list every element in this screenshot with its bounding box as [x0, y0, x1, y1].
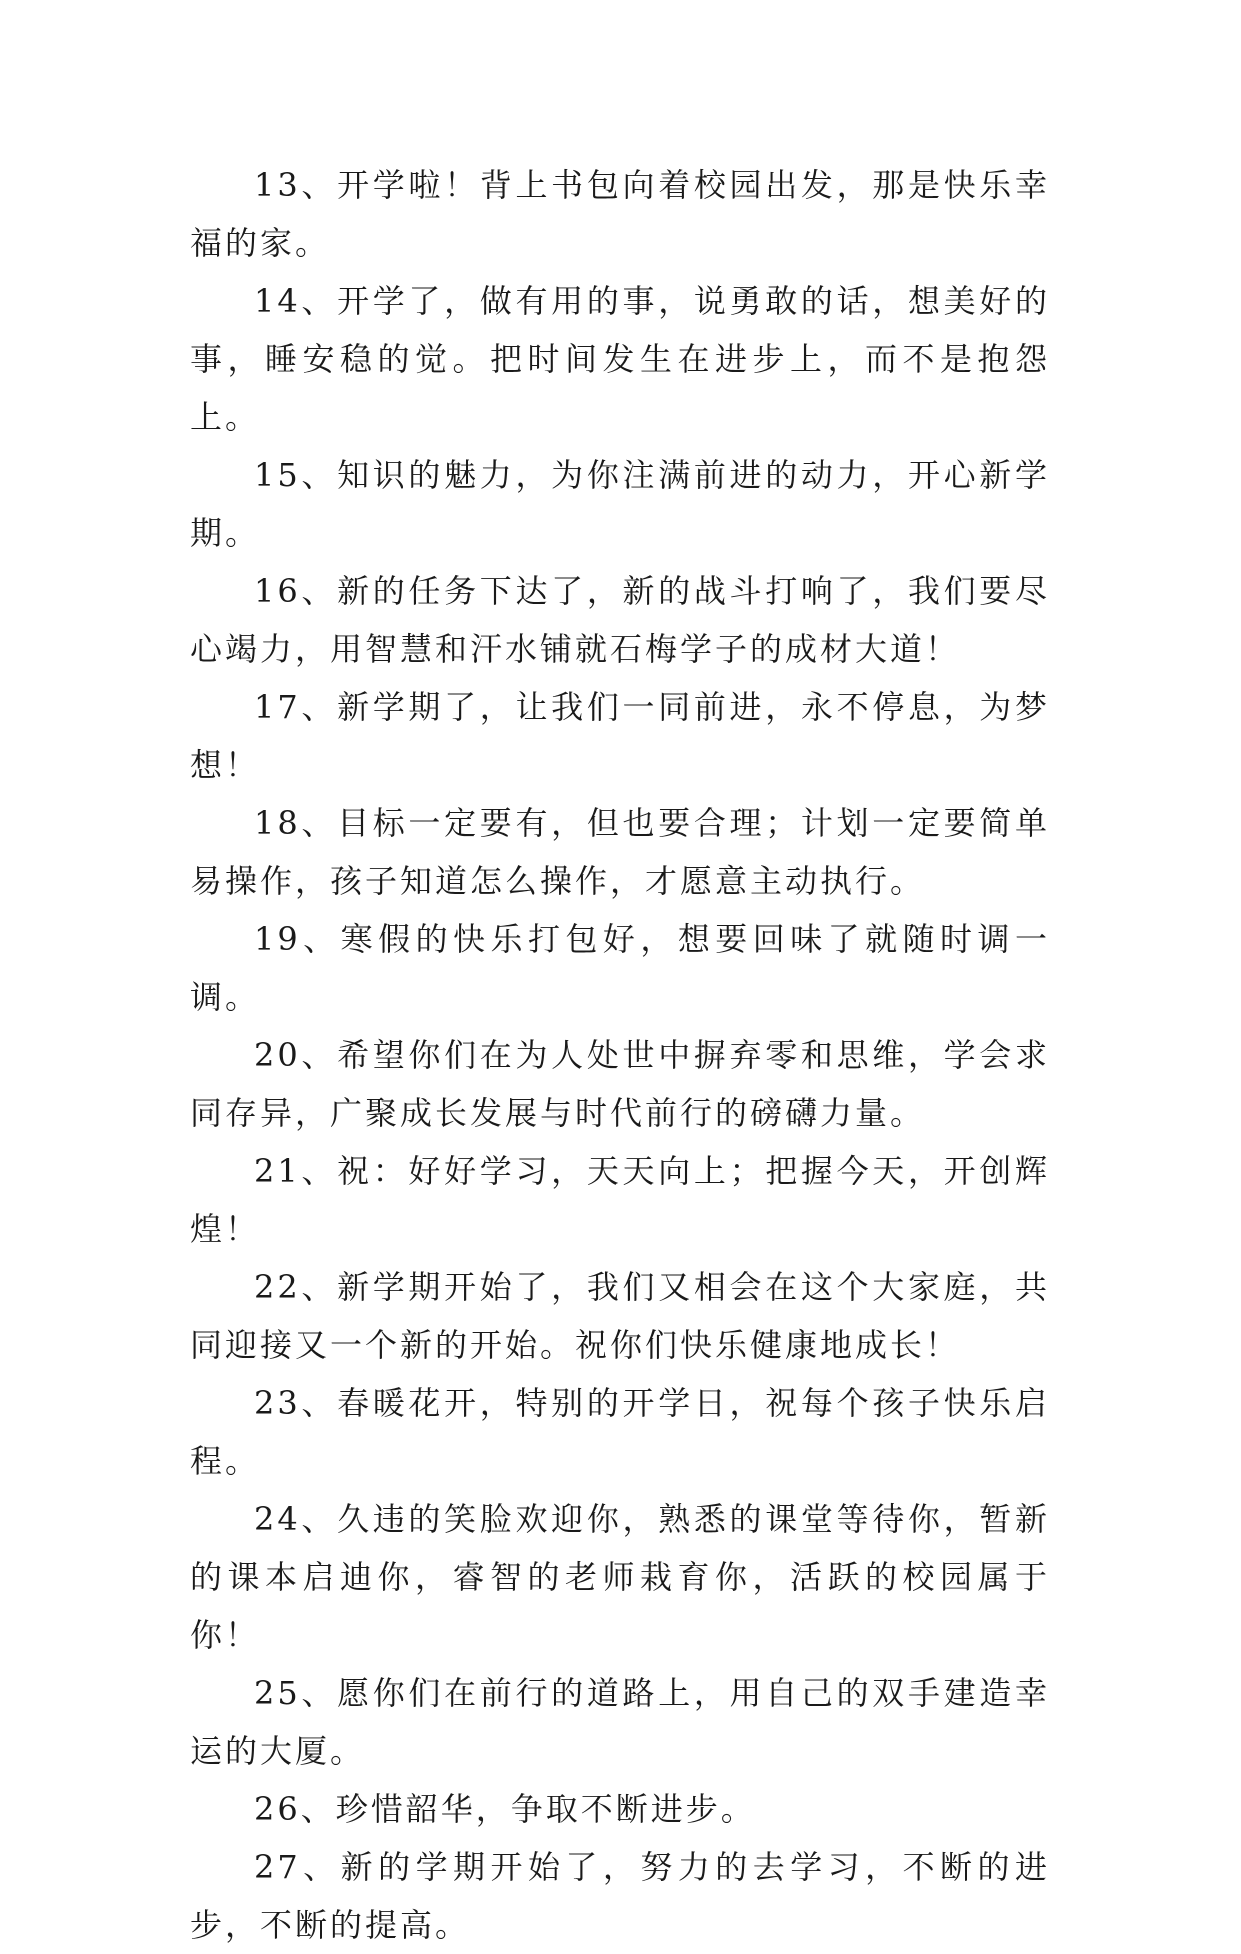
paragraph-14: 14、开学了，做有用的事，说勇敢的话，想美好的事，睡安稳的觉。把时间发生在进步上，而不是抱怨上。 [190, 282, 1050, 436]
paragraph-18: 18、目标一定要有，但也要合理；计划一定要简单易操作，孩子知道怎么操作，才愿意主动执行。 [190, 804, 1050, 900]
paragraph-24: 24、久违的笑脸欢迎你，熟悉的课堂等待你，暂新的课本启迪你，睿智的老师栽育你，活跃的校园属于你！ [190, 1500, 1050, 1654]
paragraph-21: 21、祝：好好学习，天天向上；把握今天，开创辉煌！ [190, 1152, 1050, 1248]
paragraph-22: 22、新学期开始了，我们又相会在这个大家庭，共同迎接又一个新的开始。祝你们快乐健康地成长！ [190, 1268, 1050, 1364]
document-body [190, 156, 1050, 1954]
paragraph-20: 20、希望你们在为人处世中摒弃零和思维，学会求同存异，广聚成长发展与时代前行的磅礴力量。 [190, 1036, 1050, 1132]
paragraph-15: 15、知识的魅力，为你注满前进的动力，开心新学期。 [190, 456, 1050, 552]
paragraph-16: 16、新的任务下达了，新的战斗打响了，我们要尽心竭力，用智慧和汗水铺就石梅学子的成材大道！ [190, 572, 1050, 668]
paragraph-27: 27、新的学期开始了，努力的去学习，不断的进步，不断的提高。 [190, 1848, 1050, 1944]
paragraph-19: 19、寒假的快乐打包好，想要回味了就随时调一调。 [190, 920, 1050, 1016]
paragraph-13: 13、开学啦！背上书包向着校园出发，那是快乐幸福的家。 [190, 166, 1050, 262]
paragraph-26: 26、珍惜韶华，争取不断进步。 [254, 1790, 756, 1828]
paragraph-17: 17、新学期了，让我们一同前进，永不停息，为梦想！ [190, 688, 1050, 784]
paragraph-25: 25、愿你们在前行的道路上，用自己的双手建造幸运的大厦。 [190, 1674, 1050, 1770]
paragraph-23: 23、春暖花开，特别的开学日，祝每个孩子快乐启程。 [190, 1384, 1050, 1480]
